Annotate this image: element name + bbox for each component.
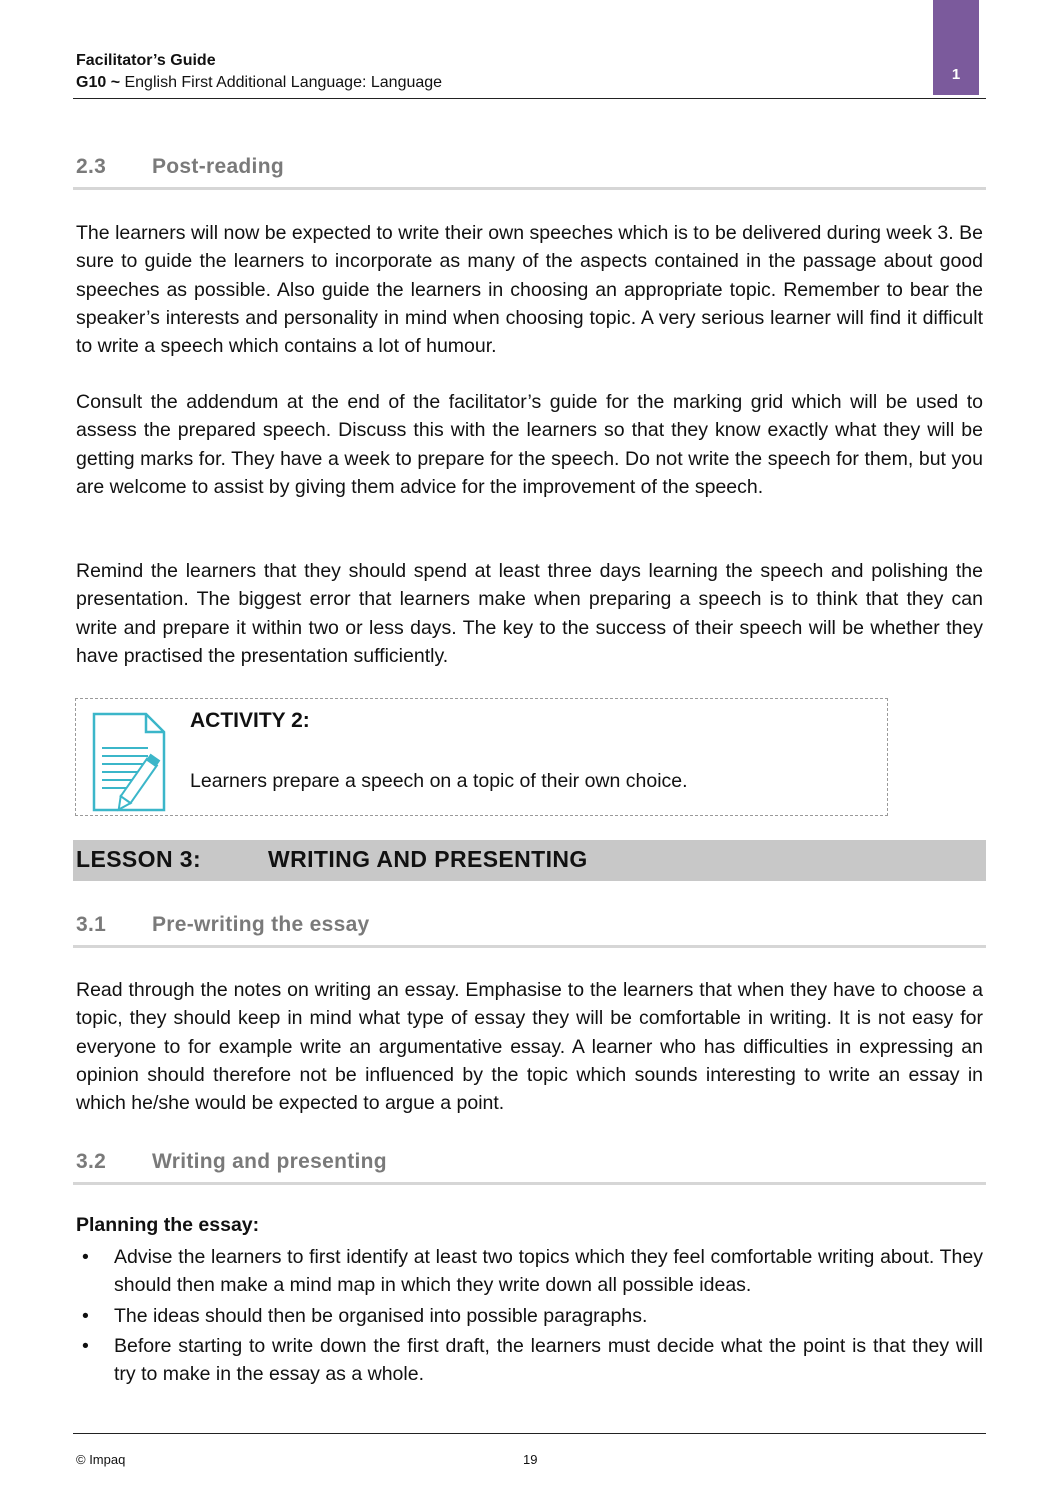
page-number: 19 (523, 1452, 538, 1467)
footer-divider (73, 1433, 986, 1434)
header-divider (73, 98, 986, 99)
chapter-tab-number: 1 (951, 66, 961, 83)
list-item (76, 1332, 983, 1389)
section-divider (73, 187, 986, 190)
paragraph: Remind the learners that they should spend at least three days learning the speech and polishing the presentation. The biggest error that learners make when preparing a speech is to think that they can write and prepare it within two or less days. The key to the success of their speech will be whether they have practised the presentation sufficiently. (76, 560, 983, 667)
paragraph: The learners will now be expected to write their own speeches which is to be delivered during week 3. Be sure to guide the learners to incorporate as many of the aspects contained in the passage about good speeches as possible. Also guide the learners in choosing an appropriate topic. Remember to bear the speaker’s interests and personality in mind when choosing topic. A very serious learner will find it difficult to write a speech which contains a lot of humour. (76, 222, 983, 358)
bullet-icon: • (82, 1304, 89, 1327)
paragraph: Consult the addendum at the end of the facilitator’s guide for the marking grid which will be used to assess the prepared speech. Discuss this with the learners so that they know exactly what they will be getting marks for. They have a week to prepare for the speech. Do not write the speech for them, but you are welcome to assist by giving them advice for the improvement of the speech. (76, 391, 983, 498)
grade-label: G10 ~ (76, 74, 121, 91)
lesson-title: WRITING AND PRESENTING (268, 846, 588, 872)
section-title: Post-reading (152, 155, 284, 178)
section-heading-3-1 (76, 913, 370, 937)
section-number: 2.3 (76, 155, 107, 178)
planning-title: Planning the essay: (76, 1214, 260, 1236)
document-subtitle (76, 74, 442, 92)
activity-title: ACTIVITY 2: (190, 709, 310, 732)
document-pencil-icon (92, 712, 174, 818)
planning-list (76, 1243, 983, 1390)
document-title: Facilitator’s Guide (76, 52, 216, 69)
section-number: 3.1 (76, 913, 107, 936)
section-title: Writing and presenting (152, 1150, 387, 1173)
bullet-icon: • (82, 1246, 89, 1268)
bullet-icon: • (82, 1334, 89, 1357)
section-number: 3.2 (76, 1150, 107, 1173)
section-title: Pre-writing the essay (152, 913, 370, 936)
lesson-label: LESSON 3: (76, 846, 202, 872)
list-item-text: The ideas should then be organised into possible paragraphs. (114, 1304, 648, 1327)
chapter-tab (933, 0, 979, 95)
paragraph: Read through the notes on writing an essay. Emphasise to the learners that when they have to choose a topic, they should keep in mind what type of essay they will be comfortable in writing. It is not easy for everyone to for example write an argumentative essay. A learner who has difficulties in expressing an opinion should therefore not be influenced by the topic which sounds interesting to write an essay in which he/she would be expected to argue a point. (76, 979, 983, 1115)
list-item-text: Advise the learners to first identify at least two topics which they feel comfortable writing about. They should then make a mind map in which they write down all possible ideas. (114, 1246, 983, 1297)
section-divider (73, 945, 986, 948)
activity-text: Learners prepare a speech on a topic of their own choice. (190, 770, 688, 792)
list-item (76, 1302, 983, 1330)
section-heading-3-2 (76, 1150, 387, 1174)
list-item (76, 1243, 983, 1300)
subject-label: English First Additional Language: Language (124, 74, 443, 91)
list-item-text: Before starting to write down the first draft, the learners must decide what the point is that they will try to make in the essay as a whole. (114, 1334, 983, 1386)
section-heading-2-3 (76, 155, 284, 179)
section-divider (73, 1182, 986, 1185)
copyright: © Impaq (76, 1452, 126, 1467)
